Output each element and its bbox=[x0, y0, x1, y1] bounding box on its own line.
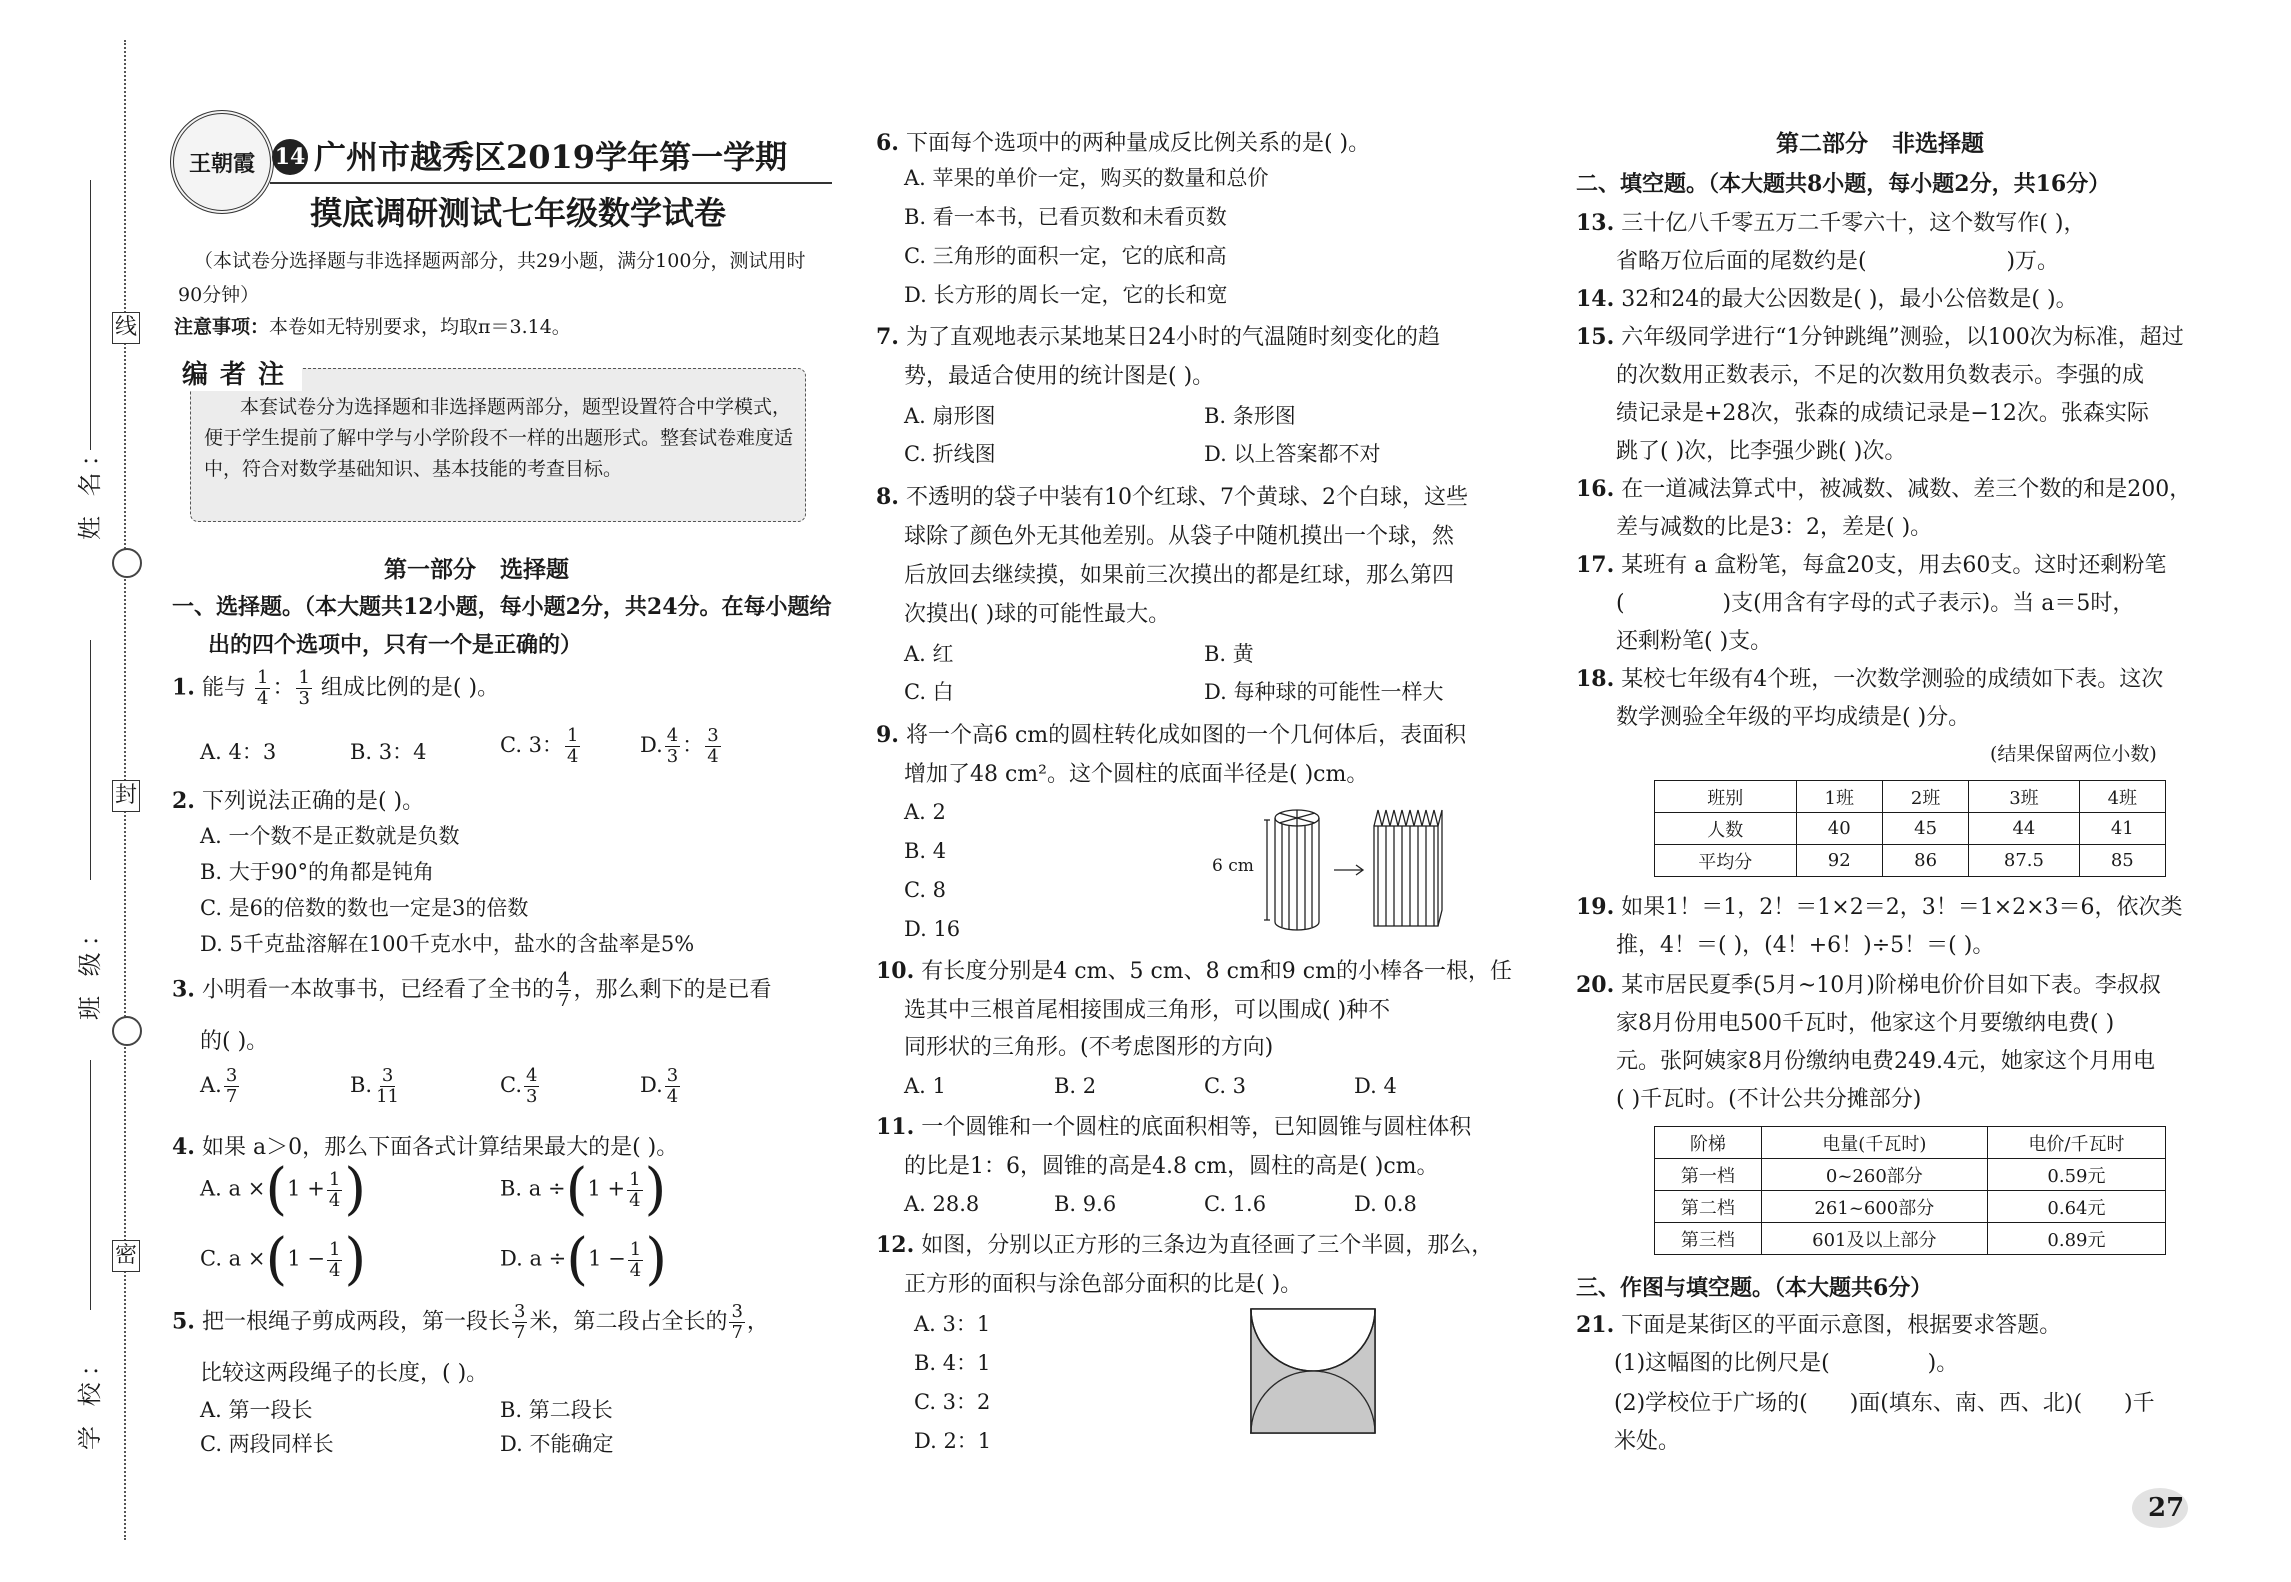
q7-option-a[interactable]: A. 扇形图 bbox=[904, 404, 996, 428]
question-12: 12. 如图，分别以正方形的三条边为直径画了三个半圆，那么， bbox=[876, 1232, 1494, 1258]
q7-option-d[interactable]: D. 以上答案都不对 bbox=[1204, 442, 1381, 466]
question-18-note: (结果保留两位小数) bbox=[1990, 743, 2157, 765]
question-6: 6. 下面每个选项中的两种量成反比例关系的是( )。 bbox=[876, 130, 1371, 156]
table-row bbox=[1655, 813, 2166, 845]
q1-option-d[interactable]: D. $\frac{4}{3}$ ： $\frac{3}{4}$ bbox=[640, 725, 719, 767]
paper-title-line2: 摸底调研测试七年级数学试卷 bbox=[310, 194, 727, 232]
school-field-line[interactable] bbox=[90, 1060, 91, 1310]
q12-figure bbox=[1250, 1308, 1376, 1434]
q6-option-a[interactable]: A. 苹果的单价一定，购买的数量和总价 bbox=[904, 166, 1269, 190]
question-10: 10. 有长度分别是4 cm、5 cm、8 cm和9 cm的小棒各一根，任 bbox=[876, 958, 1512, 984]
question-4: 4. 如果 a＞0，那么下面各式计算结果最大的是( )。 bbox=[172, 1134, 679, 1160]
question-18: 18. 某校七年级有4个班，一次数学测验的成绩如下表。这次 bbox=[1576, 666, 2164, 692]
question-9: 9. 将一个高6 cm的圆柱转化成如图的一个几何体后，表面积 bbox=[876, 722, 1467, 748]
question-21: 21. 下面是某街区的平面示意图，根据要求答题。 bbox=[1576, 1312, 2062, 1338]
table-cell: 0.64元 bbox=[1987, 1191, 2165, 1223]
school-label: 学 校： bbox=[76, 1346, 104, 1450]
table-header-cell: 3班 bbox=[1969, 781, 2079, 813]
title-underline bbox=[270, 182, 832, 184]
question-15-line3: 绩记录是+28次，张森的成绩记录是−12次。张森实际 bbox=[1616, 401, 2149, 426]
class-field-line[interactable] bbox=[90, 640, 91, 880]
question-21-part2: (2)学校位于广场的( )面(填东、南、西、北)( )千 bbox=[1614, 1391, 2155, 1416]
name-label: 姓 名： bbox=[76, 436, 104, 540]
table-row bbox=[1655, 1191, 2166, 1223]
question-21-part2-cont: 米处。 bbox=[1614, 1429, 1681, 1454]
question-20: 20. 某市居民夏季(5月~10月)阶梯电价价目如下表。李叔叔 bbox=[1576, 972, 2161, 998]
table-header-cell: 2班 bbox=[1882, 781, 1968, 813]
question-10-line2: 选其中三根首尾相接围成三角形，可以围成( )种不 bbox=[904, 998, 1391, 1023]
question-16-cont: 差与减数的比是3：2，差是( )。 bbox=[1616, 515, 1933, 540]
section2-title: 二、填空题。（本大题共8小题，每小题2分，共16分） bbox=[1576, 171, 2111, 197]
question-11-cont: 的比是1：6，圆锥的高是4.8 cm，圆柱的高是( )cm。 bbox=[904, 1154, 1439, 1179]
binding-mark-secret: 密 bbox=[112, 1240, 140, 1272]
q1-stem-b: 组成比例的是( )。 bbox=[320, 675, 500, 701]
q4-option-a[interactable]: A. a ×(1 + $\frac{1}{4}$ ) bbox=[200, 1157, 367, 1222]
question-21-part1: (1)这幅图的比例尺是( )。 bbox=[1614, 1351, 1959, 1376]
question-5-cont: 比较这两段绳子的长度，( )。 bbox=[200, 1361, 489, 1386]
question-19: 19. 如果1！＝1，2！＝1×2＝2，3！＝1×2×3＝6，依次类 bbox=[1576, 894, 2183, 920]
q5-option-c[interactable]: C. 两段同样长 bbox=[200, 1432, 334, 1456]
class-label: 班 级： bbox=[76, 916, 104, 1020]
q10-option-b[interactable]: B. 2 bbox=[1054, 1074, 1097, 1098]
q6-option-b[interactable]: B. 看一本书，已看页数和未看页数 bbox=[904, 205, 1227, 229]
q1-option-b[interactable]: B. 3：4 bbox=[350, 740, 427, 764]
question-2: 2. 下列说法正确的是( )。 bbox=[172, 788, 425, 814]
q11-option-a[interactable]: A. 28.8 bbox=[904, 1192, 980, 1216]
q9-option-b[interactable]: B. 4 bbox=[904, 839, 947, 863]
q1-fraction-1: $\frac{1}{4}$ bbox=[256, 667, 269, 709]
table-cell: 601及以上部分 bbox=[1761, 1223, 1987, 1255]
question-15-line4: 跳了( )次，比李强少跳( )次。 bbox=[1616, 439, 1907, 464]
table-cell: 平均分 bbox=[1655, 845, 1797, 877]
question-10-line3: 同形状的三角形。(不考虑图形的方向) bbox=[904, 1035, 1274, 1060]
question-20-line4: ( )千瓦时。(不计公共分摊部分) bbox=[1616, 1087, 1922, 1112]
question-20-line3: 元。张阿姨家8月份缴纳电费249.4元，她家这个月用电 bbox=[1616, 1049, 2155, 1074]
part2-title: 第二部分 非选择题 bbox=[1776, 130, 1985, 157]
question-8-line2: 球除了颜色外无其他差别。从袋子中随机摸出一个球，然 bbox=[904, 524, 1455, 549]
binding-ornament-icon bbox=[112, 548, 142, 578]
publisher-logo bbox=[170, 110, 274, 214]
question-12-cont: 正方形的面积与涂色部分面积的比是( )。 bbox=[904, 1272, 1303, 1297]
q2-option-b[interactable]: B. 大于90°的角都是钝角 bbox=[200, 860, 435, 884]
table-row bbox=[1655, 845, 2166, 877]
q3-option-a[interactable]: A. $\frac{3}{7}$ bbox=[200, 1065, 238, 1107]
table-cell: 86 bbox=[1882, 845, 1968, 877]
question-15: 15. 六年级同学进行“1分钟跳绳”测验，以100次为标准，超过 bbox=[1576, 324, 2184, 350]
question-11: 11. 一个圆锥和一个圆柱的底面积相等，已知圆锥与圆柱体积 bbox=[876, 1114, 1472, 1140]
q1-option-c[interactable]: C. 3： $\frac{1}{4}$ bbox=[500, 725, 579, 767]
q6-option-d[interactable]: D. 长方形的周长一定，它的长和宽 bbox=[904, 283, 1228, 307]
q8-option-b[interactable]: B. 黄 bbox=[1204, 642, 1254, 666]
q11-option-b[interactable]: B. 9.6 bbox=[1054, 1192, 1117, 1216]
electricity-price-table bbox=[1654, 1126, 2166, 1255]
question-19-cont: 推，4！＝( )，(4！+6！)÷5！＝( )。 bbox=[1616, 933, 1995, 958]
question-7-cont: 势，最适合使用的统计图是( )。 bbox=[904, 364, 1215, 389]
question-7: 7. 为了直观地表示某地某日24小时的气温随时刻变化的趋 bbox=[876, 324, 1440, 350]
q7-option-c[interactable]: C. 折线图 bbox=[904, 442, 996, 466]
binding-mark-line: 线 bbox=[112, 312, 140, 344]
q5-option-d[interactable]: D. 不能确定 bbox=[500, 1432, 614, 1456]
q9-figure bbox=[1262, 800, 1502, 940]
table-cell: 41 bbox=[2079, 813, 2165, 845]
table-row bbox=[1655, 1159, 2166, 1191]
question-18-cont: 数学测验全年级的平均成绩是( )分。 bbox=[1616, 705, 1971, 730]
class-score-table bbox=[1654, 780, 2166, 877]
table-cell: 261~600部分 bbox=[1761, 1191, 1987, 1223]
question-17-line2: ( )支(用含有字母的式子表示)。当 a＝5时， bbox=[1616, 591, 2135, 616]
table-cell: 0.59元 bbox=[1987, 1159, 2165, 1191]
q2-option-d[interactable]: D. 5千克盐溶解在100千克水中，盐水的含盐率是5% bbox=[200, 932, 695, 956]
question-16: 16. 在一道减法算式中，被减数、减数、差三个数的和是200， bbox=[1576, 476, 2192, 502]
paper-number-badge bbox=[272, 139, 308, 175]
table-cell: 85 bbox=[2079, 845, 2165, 877]
q10-option-c[interactable]: C. 3 bbox=[1204, 1074, 1247, 1098]
q3-option-d[interactable]: D. $\frac{3}{4}$ bbox=[640, 1065, 679, 1107]
q5-option-a[interactable]: A. 第一段长 bbox=[200, 1398, 313, 1422]
q12-option-b[interactable]: B. 4：1 bbox=[914, 1351, 991, 1375]
table-header-row bbox=[1655, 781, 2166, 813]
q1-stem-a: 能与 bbox=[201, 675, 246, 701]
q7-option-b[interactable]: B. 条形图 bbox=[1204, 404, 1296, 428]
q8-option-d[interactable]: D. 每种球的可能性一样大 bbox=[1204, 680, 1444, 704]
paper-intro: （本试卷分选择题与非选择题两部分，共29小题，满分100分，测试用时90分钟） bbox=[178, 250, 806, 306]
question-20-line2: 家8月份用电500千瓦时，他家这个月要缴纳电费( ) bbox=[1616, 1011, 2115, 1036]
q11-option-c[interactable]: C. 1.6 bbox=[1204, 1192, 1267, 1216]
q8-option-c[interactable]: C. 白 bbox=[904, 680, 954, 704]
table-header-cell: 电量(千瓦时) bbox=[1761, 1127, 1987, 1159]
question-3-cont: 的( )。 bbox=[200, 1029, 269, 1054]
table-header-cell: 1班 bbox=[1796, 781, 1882, 813]
table-cell: 40 bbox=[1796, 813, 1882, 845]
table-cell: 92 bbox=[1796, 845, 1882, 877]
table-cell: 44 bbox=[1969, 813, 2079, 845]
question-8: 8. 不透明的袋子中装有10个红球、7个黄球、2个白球，这些 bbox=[876, 484, 1468, 510]
part1-section-instructions: 一、选择题。（本大题共12小题，每小题2分，共24分。在每小题给出的四个选项中，只有一个是正确的） bbox=[172, 594, 832, 658]
question-8-line4: 次摸出( )球的可能性最大。 bbox=[904, 602, 1171, 627]
q9-height-label: 6 cm bbox=[1212, 856, 1254, 876]
table-row bbox=[1655, 1223, 2166, 1255]
q11-option-d[interactable]: D. 0.8 bbox=[1354, 1192, 1417, 1216]
question-number: 1. bbox=[172, 674, 195, 701]
q8-option-a[interactable]: A. 红 bbox=[904, 642, 954, 666]
q3-option-b[interactable]: B. $\frac{3}{11}$ bbox=[350, 1065, 400, 1107]
binding-mark-seal: 封 bbox=[112, 780, 140, 812]
question-8-line3: 后放回去继续摸，如果前三次摸出的都是红球，那么第四 bbox=[904, 563, 1455, 588]
q1-option-a[interactable]: A. 4：3 bbox=[200, 740, 277, 764]
table-header-row bbox=[1655, 1127, 2166, 1159]
binding-ornament-icon bbox=[112, 1016, 142, 1046]
table-cell: 第一档 bbox=[1655, 1159, 1762, 1191]
q12-option-a[interactable]: A. 3：1 bbox=[914, 1312, 991, 1336]
q4-option-c[interactable]: C. a ×(1 − $\frac{1}{4}$ ) bbox=[200, 1227, 367, 1292]
q12-option-d[interactable]: D. 2：1 bbox=[914, 1429, 992, 1453]
question-17-line3: 还剩粉笔( )支。 bbox=[1616, 629, 1773, 654]
name-field-line[interactable] bbox=[90, 180, 91, 450]
question-15-line2: 的次数用正数表示，不足的次数用负数表示。李强的成 bbox=[1616, 363, 2145, 388]
q12-option-c[interactable]: C. 3：2 bbox=[914, 1390, 991, 1414]
section3-title: 三、作图与填空题。（本大题共6分） bbox=[1576, 1275, 1933, 1301]
badge-number: 14 bbox=[274, 144, 306, 170]
table-cell: 第三档 bbox=[1655, 1223, 1762, 1255]
table-cell: 0~260部分 bbox=[1761, 1159, 1987, 1191]
paper-title-line1: 广州市越秀区2019学年第一学期 bbox=[314, 138, 788, 176]
table-header-cell: 班别 bbox=[1655, 781, 1797, 813]
q9-option-a[interactable]: A. 2 bbox=[904, 800, 946, 824]
table-cell: 45 bbox=[1882, 813, 1968, 845]
question-14: 14. 32和24的最大公因数是( )，最小公倍数是( )。 bbox=[1576, 286, 2078, 312]
question-9-cont: 增加了48 cm²。这个圆柱的底面半径是( )cm。 bbox=[904, 762, 1369, 787]
table-cell: 0.89元 bbox=[1987, 1223, 2165, 1255]
q10-option-a[interactable]: A. 1 bbox=[904, 1074, 946, 1098]
q6-option-c[interactable]: C. 三角形的面积一定，它的底和高 bbox=[904, 244, 1227, 268]
notice-text: 本卷如无特别要求，均取π＝3.14。 bbox=[269, 316, 571, 338]
table-cell: 87.5 bbox=[1969, 845, 2079, 877]
q4-option-b[interactable]: B. a ÷(1 + $\frac{1}{4}$ ) bbox=[500, 1157, 667, 1222]
editor-note-label: 编者注 bbox=[176, 354, 302, 391]
q5-option-b[interactable]: B. 第二段长 bbox=[500, 1398, 613, 1422]
table-cell: 人数 bbox=[1655, 813, 1797, 845]
q2-option-c[interactable]: C. 是6的倍数的数也一定是3的倍数 bbox=[200, 896, 529, 920]
q2-option-a[interactable]: A. 一个数不是正数就是负数 bbox=[200, 824, 460, 848]
question-17: 17. 某班有 a 盒粉笔，每盒20支，用去60支。这时还剩粉笔 bbox=[1576, 552, 2167, 578]
question-5: 5. 把一根绳子剪成两段，第一段长 $\frac{3}{7}$ 米，第二段占全长的 $\frac{3}{7}$ ， bbox=[172, 1301, 769, 1343]
question-1: 1. 能与 $\frac{1}{4}$ ： $\frac{1}{3}$ 组成比例的是( )。 bbox=[172, 667, 500, 709]
part1-title: 第一部分 选择题 bbox=[384, 556, 570, 583]
editor-note-text: 本套试卷分为选择题和非选择题两部分，题型设置符合中学模式，便于学生提前了解中学与小学阶段不一样的出题形式。整套试卷难度适中，符合对数学基础知识、基本技能的考查目标。 bbox=[204, 396, 794, 480]
table-header-cell: 阶梯 bbox=[1655, 1127, 1762, 1159]
logo-text: 王朝霞 bbox=[188, 150, 255, 177]
question-3: 3. 小明看一本故事书，已经看了全书的 $\frac{4}{7}$ ，那么剩下的是已看 bbox=[172, 969, 772, 1011]
notice bbox=[174, 310, 571, 344]
page-number: 27 bbox=[2148, 1493, 2185, 1523]
table-cell: 第二档 bbox=[1655, 1191, 1762, 1223]
q9-option-c[interactable]: C. 8 bbox=[904, 878, 947, 902]
question-13: 13. 三十亿八千零五万二千零六十，这个数写作( )， bbox=[1576, 210, 2086, 236]
table-header-cell: 电价/千瓦时 bbox=[1987, 1127, 2165, 1159]
notice-label: 注意事项： bbox=[174, 316, 270, 338]
question-13-cont: 省略万位后面的尾数约是( )万。 bbox=[1616, 249, 2060, 274]
q1-fraction-2: $\frac{1}{3}$ bbox=[298, 667, 310, 709]
q9-option-d[interactable]: D. 16 bbox=[904, 917, 961, 941]
q4-option-d[interactable]: D. a ÷(1 − $\frac{1}{4}$ ) bbox=[500, 1227, 668, 1292]
q3-option-c[interactable]: C. $\frac{4}{3}$ bbox=[500, 1065, 538, 1107]
table-header-cell: 4班 bbox=[2079, 781, 2165, 813]
q10-option-d[interactable]: D. 4 bbox=[1354, 1074, 1397, 1098]
